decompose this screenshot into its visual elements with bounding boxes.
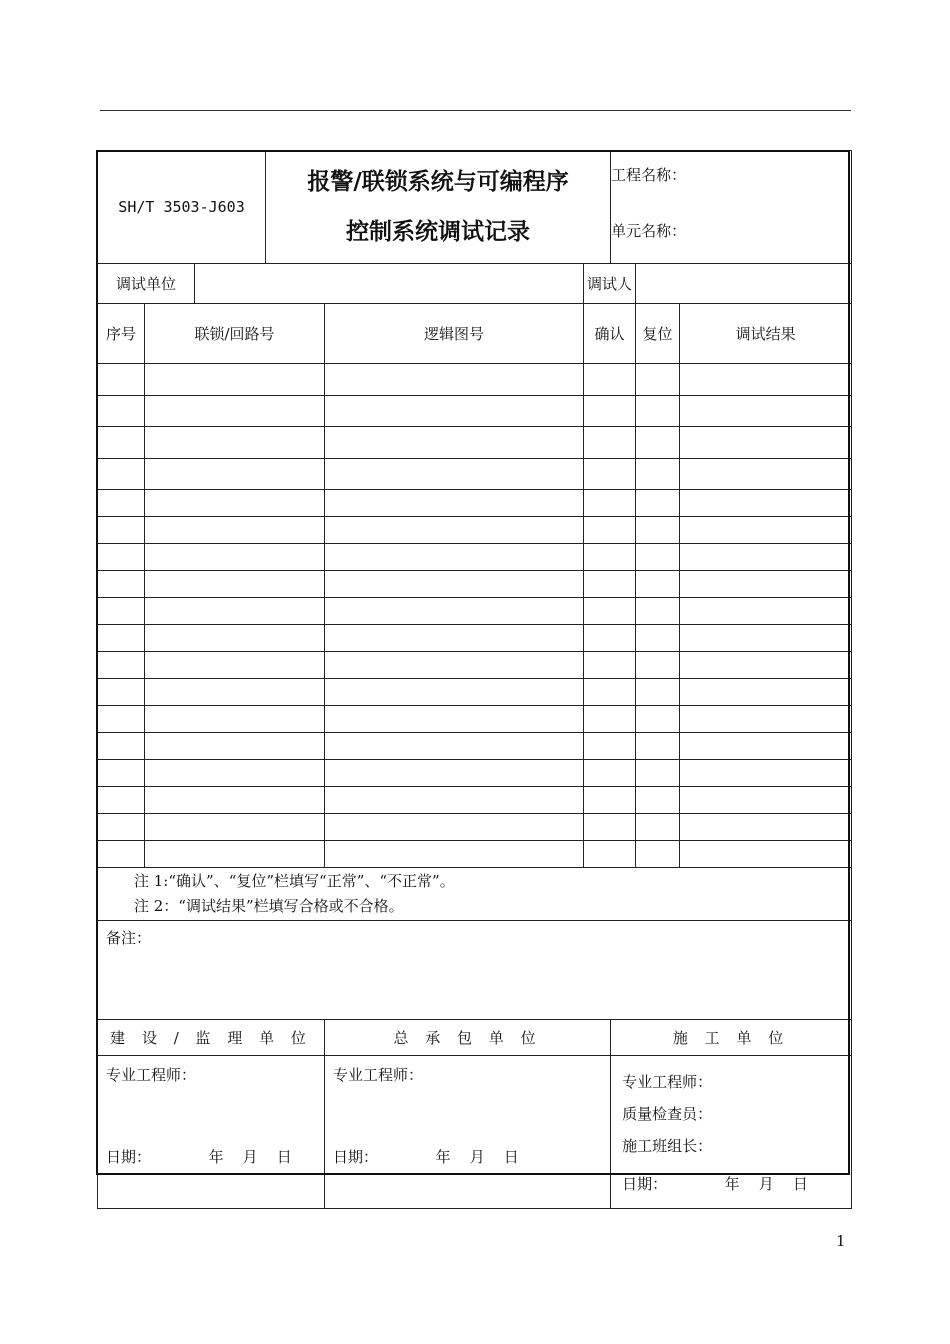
cell-confirm[interactable]: [584, 459, 636, 490]
cell-loop[interactable]: [145, 490, 325, 517]
cell-result[interactable]: [680, 544, 852, 571]
contractor-day: 日: [503, 1148, 519, 1166]
cell-seq[interactable]: [98, 733, 145, 760]
table-row: [98, 571, 852, 598]
cell-confirm[interactable]: [584, 625, 636, 652]
cell-loop[interactable]: [145, 679, 325, 706]
cell-loop[interactable]: [145, 459, 325, 490]
cell-confirm[interactable]: [584, 598, 636, 625]
cell-seq[interactable]: [98, 598, 145, 625]
cell-logic[interactable]: [325, 787, 584, 814]
sig-block-construction[interactable]: [611, 1056, 852, 1209]
cell-logic[interactable]: [325, 571, 584, 598]
cell-logic[interactable]: [325, 427, 584, 459]
title-line-2: 控制系统调试记录: [346, 219, 531, 245]
cell-result[interactable]: [680, 652, 852, 679]
cell-loop[interactable]: [145, 364, 325, 396]
construction-month: 月: [758, 1175, 774, 1193]
cell-loop[interactable]: [145, 396, 325, 427]
cell-logic[interactable]: [325, 598, 584, 625]
construction-date-label: 日期：: [622, 1175, 668, 1193]
notes: [98, 868, 852, 921]
cell-confirm[interactable]: [584, 760, 636, 787]
cell-seq[interactable]: [98, 571, 145, 598]
cell-reset[interactable]: [636, 625, 680, 652]
cell-seq[interactable]: [98, 679, 145, 706]
cell-logic[interactable]: [325, 760, 584, 787]
cell-result[interactable]: [680, 396, 852, 427]
owner-day: 日: [276, 1148, 292, 1166]
cell-confirm[interactable]: [584, 427, 636, 459]
cell-confirm[interactable]: [584, 571, 636, 598]
table-row: [98, 760, 852, 787]
owner-engineer-label: 专业工程师：: [106, 1066, 197, 1084]
contractor-engineer-label: 专业工程师：: [333, 1066, 424, 1084]
test-unit-field[interactable]: [195, 264, 584, 304]
cell-logic[interactable]: [325, 396, 584, 427]
contractor-date-row: [333, 1146, 519, 1167]
cell-logic[interactable]: [325, 733, 584, 760]
project-name-label: 工程名称：: [611, 166, 687, 184]
owner-year: 年: [208, 1148, 224, 1166]
cell-seq[interactable]: [98, 459, 145, 490]
cell-loop[interactable]: [145, 841, 325, 868]
cell-result[interactable]: [680, 459, 852, 490]
table-row: [98, 625, 852, 652]
cell-loop[interactable]: [145, 571, 325, 598]
cell-seq[interactable]: [98, 706, 145, 733]
tester-label: 调试人: [584, 264, 636, 304]
cell-reset[interactable]: [636, 459, 680, 490]
cell-logic[interactable]: [325, 841, 584, 868]
cell-confirm[interactable]: [584, 679, 636, 706]
col-header-logic: 逻辑图号: [325, 304, 584, 364]
cell-reset[interactable]: [636, 598, 680, 625]
cell-seq[interactable]: [98, 814, 145, 841]
col-header-loop: 联锁/回路号: [145, 304, 325, 364]
sig-block-contractor[interactable]: [325, 1056, 611, 1209]
cell-loop[interactable]: [145, 517, 325, 544]
col-header-reset: 复位: [636, 304, 680, 364]
cell-result[interactable]: [680, 427, 852, 459]
cell-confirm[interactable]: [584, 814, 636, 841]
unit-name-label: 单元名称：: [611, 222, 687, 240]
cell-seq[interactable]: [98, 760, 145, 787]
cell-logic[interactable]: [325, 544, 584, 571]
cell-result[interactable]: [680, 814, 852, 841]
project-meta: [611, 151, 852, 264]
cell-loop[interactable]: [145, 652, 325, 679]
sig-header-owner: 建 设 / 监 理 单 位: [98, 1020, 325, 1056]
remarks-field[interactable]: [98, 921, 852, 1020]
cell-seq[interactable]: [98, 517, 145, 544]
cell-result[interactable]: [680, 571, 852, 598]
cell-reset[interactable]: [636, 652, 680, 679]
table-row: [98, 396, 852, 427]
cell-seq[interactable]: [98, 364, 145, 396]
cell-confirm[interactable]: [584, 490, 636, 517]
cell-confirm[interactable]: [584, 733, 636, 760]
cell-result[interactable]: [680, 760, 852, 787]
table-row: [98, 598, 852, 625]
cell-reset[interactable]: [636, 544, 680, 571]
cell-seq[interactable]: [98, 490, 145, 517]
cell-loop[interactable]: [145, 625, 325, 652]
cell-logic[interactable]: [325, 652, 584, 679]
tester-field[interactable]: [636, 264, 852, 304]
table-row: [98, 517, 852, 544]
cell-reset[interactable]: [636, 364, 680, 396]
cell-result[interactable]: [680, 490, 852, 517]
cell-confirm[interactable]: [584, 652, 636, 679]
construction-inspector-label: 质量检查员：: [622, 1105, 713, 1123]
cell-logic[interactable]: [325, 459, 584, 490]
cell-confirm[interactable]: [584, 517, 636, 544]
cell-loop[interactable]: [145, 760, 325, 787]
construction-engineer-label: 专业工程师：: [622, 1073, 713, 1091]
cell-result[interactable]: [680, 625, 852, 652]
cell-seq[interactable]: [98, 427, 145, 459]
sig-header-construction: 施 工 单 位: [611, 1020, 852, 1056]
cell-seq[interactable]: [98, 787, 145, 814]
cell-confirm[interactable]: [584, 706, 636, 733]
cell-reset[interactable]: [636, 814, 680, 841]
construction-day: 日: [792, 1175, 808, 1193]
cell-confirm[interactable]: [584, 787, 636, 814]
cell-logic[interactable]: [325, 679, 584, 706]
form-code: SH/T 3503-J603: [98, 151, 266, 264]
cell-result[interactable]: [680, 841, 852, 868]
cell-reset[interactable]: [636, 787, 680, 814]
cell-loop[interactable]: [145, 544, 325, 571]
note-2: 注 2：“调试结果”栏填写合格或不合格。: [134, 897, 404, 915]
table-row: [98, 652, 852, 679]
table-row: [98, 814, 852, 841]
owner-date-row: [106, 1146, 292, 1167]
contractor-year: 年: [435, 1148, 451, 1166]
table-row: [98, 364, 852, 396]
cell-reset[interactable]: [636, 427, 680, 459]
cell-confirm[interactable]: [584, 841, 636, 868]
cell-result[interactable]: [680, 787, 852, 814]
cell-confirm[interactable]: [584, 544, 636, 571]
cell-logic[interactable]: [325, 706, 584, 733]
test-unit-label: 调试单位: [98, 264, 195, 304]
cell-reset[interactable]: [636, 760, 680, 787]
cell-logic[interactable]: [325, 625, 584, 652]
construction-foreman-label: 施工班组长：: [622, 1137, 713, 1155]
cell-loop[interactable]: [145, 814, 325, 841]
cell-logic[interactable]: [325, 814, 584, 841]
page-number: 1: [836, 1232, 846, 1250]
contractor-date-label: 日期：: [333, 1148, 379, 1166]
cell-reset[interactable]: [636, 396, 680, 427]
cell-seq[interactable]: [98, 544, 145, 571]
owner-date-label: 日期：: [106, 1148, 152, 1166]
cell-seq[interactable]: [98, 625, 145, 652]
note-1: 注 1:“确认”、“复位”栏填写“正常”、“不正常”。: [134, 872, 455, 890]
cell-loop[interactable]: [145, 733, 325, 760]
cell-loop[interactable]: [145, 706, 325, 733]
cell-confirm[interactable]: [584, 364, 636, 396]
cell-result[interactable]: [680, 733, 852, 760]
cell-reset[interactable]: [636, 706, 680, 733]
form-title: [266, 151, 611, 264]
cell-confirm[interactable]: [584, 396, 636, 427]
col-header-result: 调试结果: [680, 304, 852, 364]
sig-block-owner[interactable]: [98, 1056, 325, 1209]
cell-seq[interactable]: [98, 652, 145, 679]
table-row: [98, 544, 852, 571]
cell-reset[interactable]: [636, 517, 680, 544]
table-row: [98, 490, 852, 517]
cell-loop[interactable]: [145, 427, 325, 459]
construction-year: 年: [724, 1175, 740, 1193]
cell-logic[interactable]: [325, 364, 584, 396]
contractor-month: 月: [469, 1148, 485, 1166]
cell-reset[interactable]: [636, 490, 680, 517]
table-row: [98, 427, 852, 459]
cell-result[interactable]: [680, 364, 852, 396]
cell-reset[interactable]: [636, 841, 680, 868]
cell-result[interactable]: [680, 679, 852, 706]
cell-seq[interactable]: [98, 841, 145, 868]
col-header-seq: 序号: [98, 304, 145, 364]
cell-loop[interactable]: [145, 787, 325, 814]
debug-record-form: [97, 150, 852, 1209]
cell-reset[interactable]: [636, 679, 680, 706]
cell-result[interactable]: [680, 517, 852, 544]
table-row: [98, 787, 852, 814]
cell-seq[interactable]: [98, 396, 145, 427]
table-row: [98, 679, 852, 706]
table-row: [98, 841, 852, 868]
title-line-1: 报警/联锁系统与可编程序: [307, 169, 569, 195]
cell-result[interactable]: [680, 706, 852, 733]
cell-logic[interactable]: [325, 517, 584, 544]
sig-header-contractor: 总 承 包 单 位: [325, 1020, 611, 1056]
table-row: [98, 459, 852, 490]
col-header-confirm: 确认: [584, 304, 636, 364]
data-rows: [98, 364, 852, 868]
cell-reset[interactable]: [636, 733, 680, 760]
cell-logic[interactable]: [325, 490, 584, 517]
remarks-label: 备注：: [106, 929, 152, 947]
table-row: [98, 733, 852, 760]
top-rule: [100, 110, 851, 111]
cell-result[interactable]: [680, 598, 852, 625]
construction-date-row: [619, 1168, 843, 1200]
cell-loop[interactable]: [145, 598, 325, 625]
cell-reset[interactable]: [636, 571, 680, 598]
table-row: [98, 706, 852, 733]
owner-month: 月: [242, 1148, 258, 1166]
